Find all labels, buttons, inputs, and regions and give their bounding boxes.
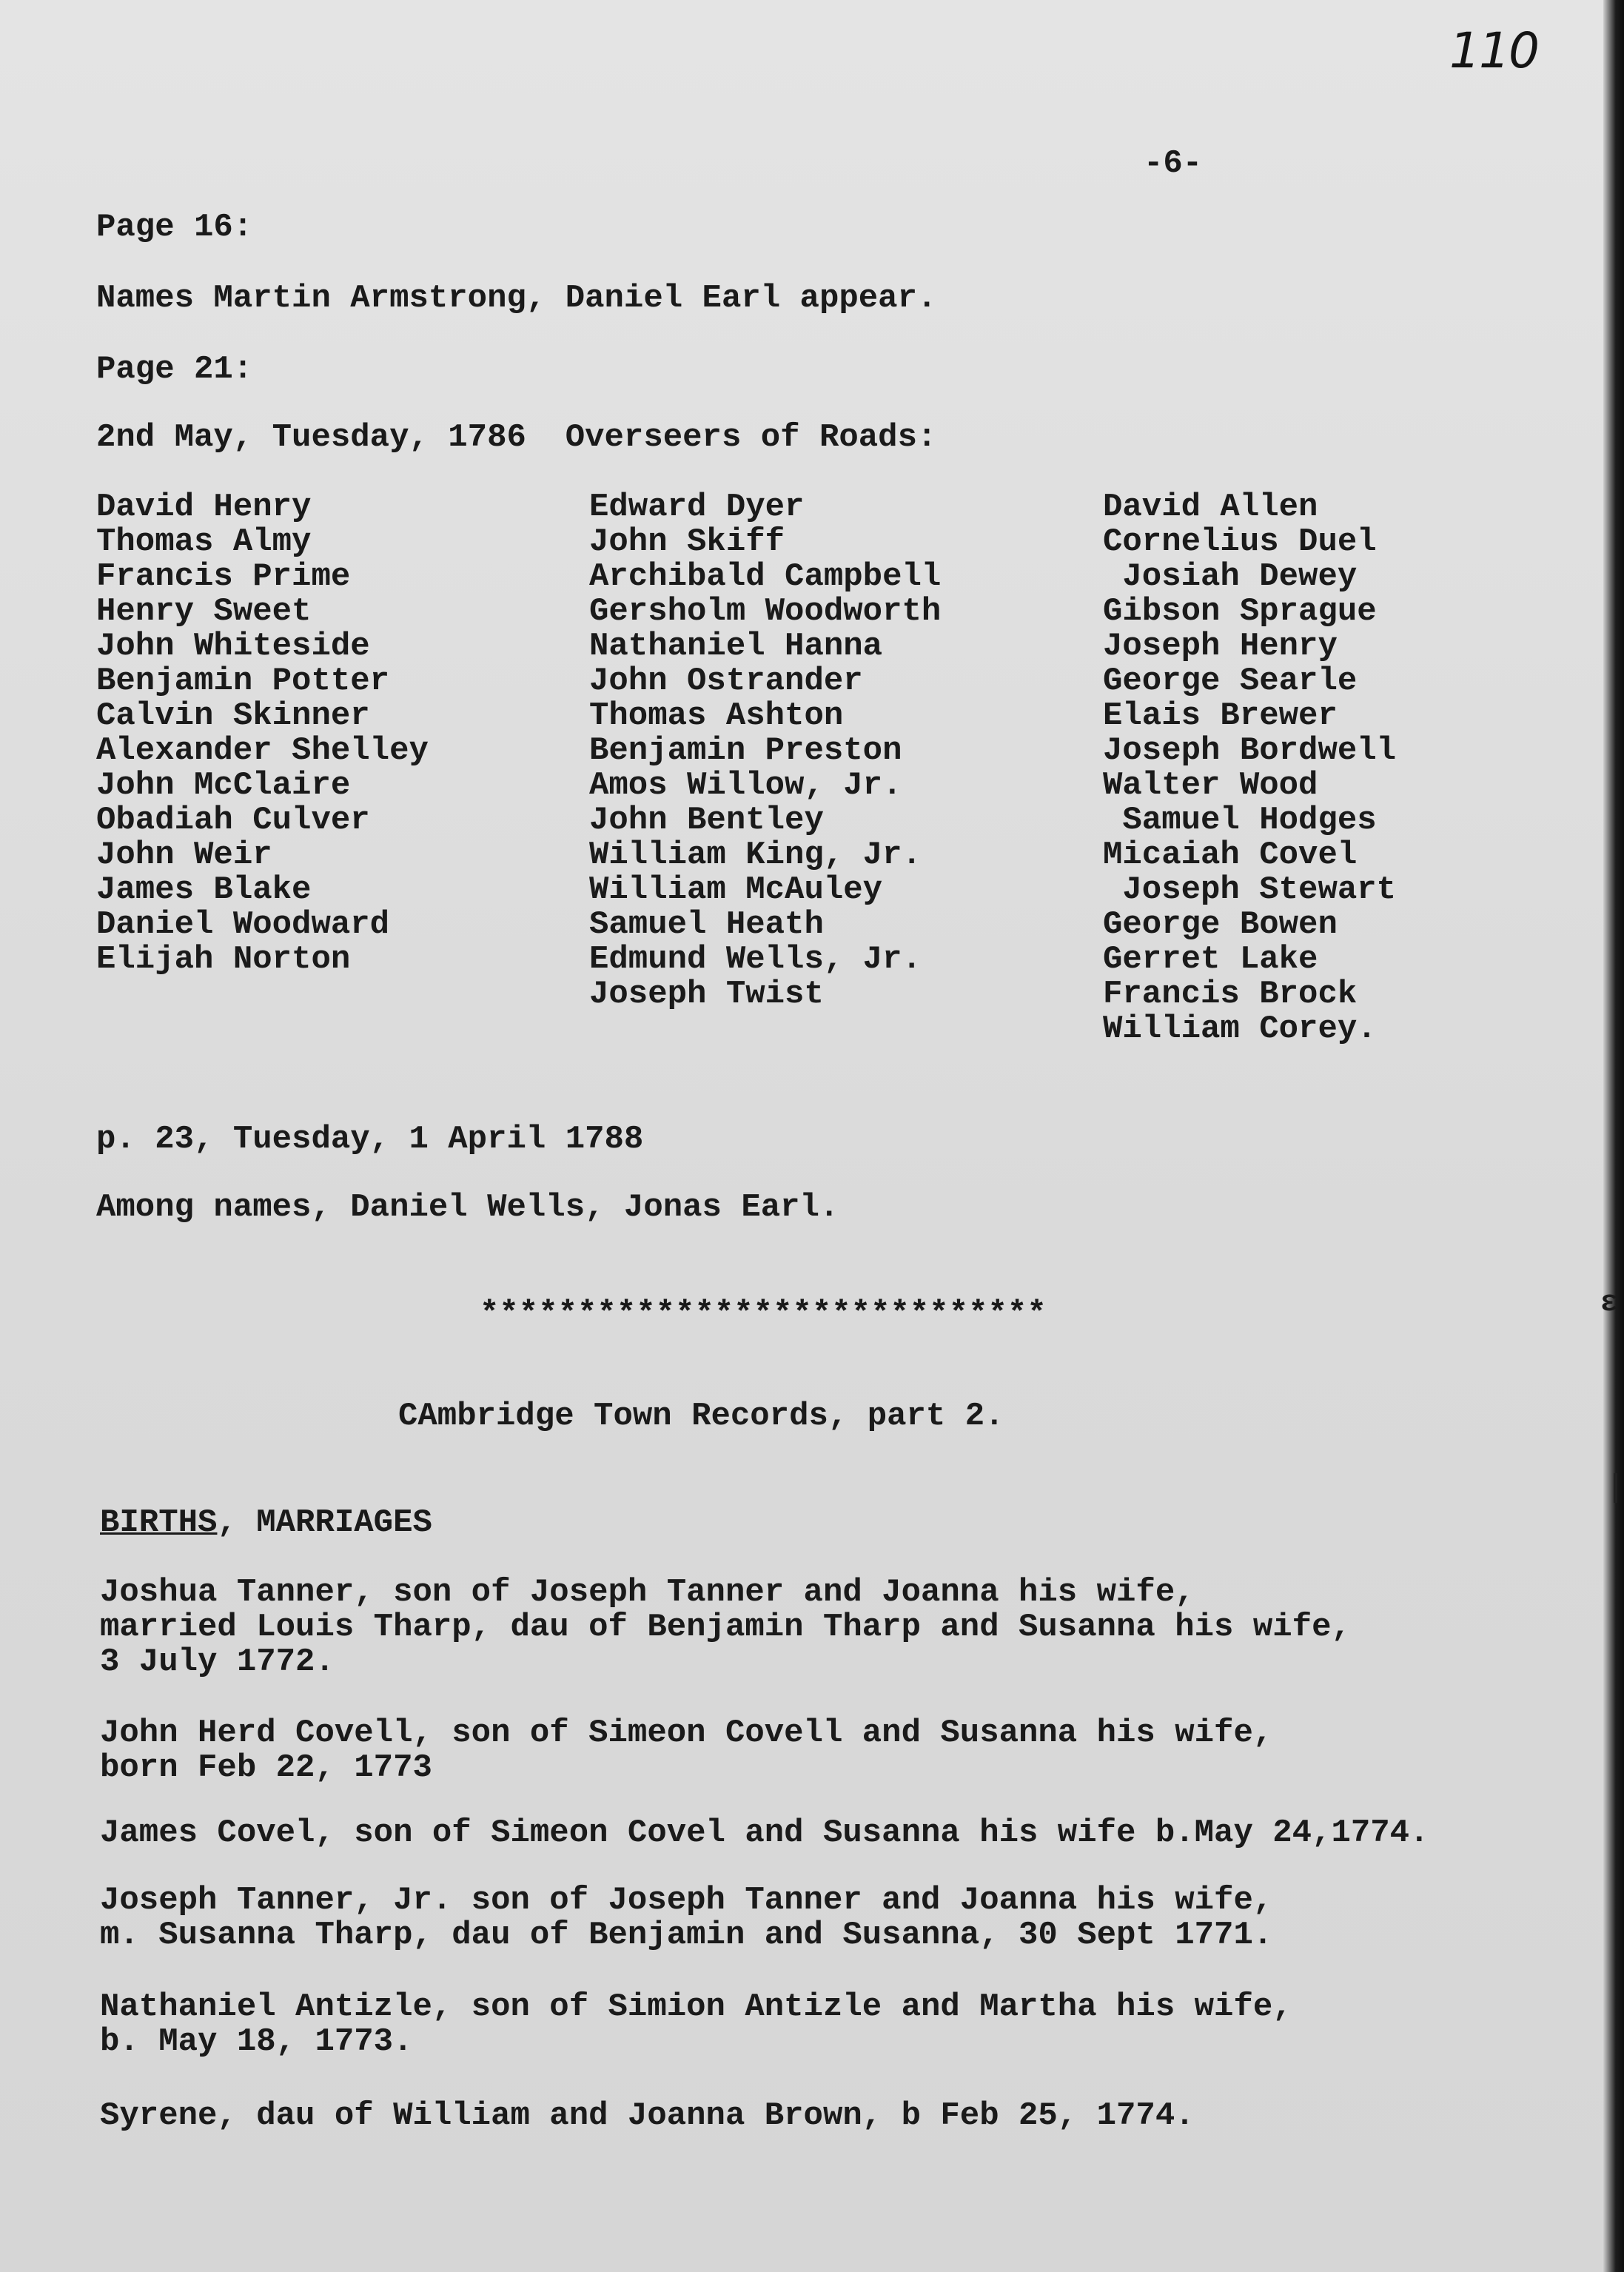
- overseer-name: Joseph Stewart: [1103, 871, 1397, 908]
- section-title: CAmbridge Town Records, part 2.: [398, 1398, 1004, 1435]
- overseer-name: John Ostrander: [589, 663, 863, 700]
- births-heading-rest: , MARRIAGES: [217, 1504, 432, 1541]
- overseer-name: George Searle: [1103, 663, 1358, 700]
- entry-line: Joshua Tanner, son of Joseph Tanner and Joanna his wife,: [100, 1574, 1195, 1611]
- overseer-name: Cornelius Duel: [1103, 523, 1377, 560]
- overseer-name: Gibson Sprague: [1103, 593, 1377, 630]
- overseer-name: John Whiteside: [96, 628, 370, 665]
- overseers-column-1: [96, 490, 429, 977]
- overseer-name: Josiah Dewey: [1103, 558, 1358, 595]
- overseer-name: Nathaniel Hanna: [589, 628, 883, 665]
- overseer-name: George Bowen: [1103, 906, 1338, 943]
- births-heading: [100, 1506, 432, 1541]
- overseer-name: David Allen: [1103, 489, 1318, 526]
- overseer-name: William McAuley: [589, 871, 883, 908]
- overseer-name: Henry Sweet: [96, 593, 312, 630]
- overseer-name: John Skiff: [589, 523, 785, 560]
- separator-line: *****************************: [480, 1296, 1047, 1333]
- overseer-name: Edward Dyer: [589, 489, 805, 526]
- overseer-name: Gersholm Woodworth: [589, 593, 942, 630]
- margin-mark: ɛ: [1600, 1287, 1619, 1320]
- overseer-name: James Blake: [96, 871, 312, 908]
- entry-line: 3 July 1772.: [100, 1643, 335, 1680]
- overseer-name: Daniel Woodward: [96, 906, 390, 943]
- overseer-name: Gerret Lake: [1103, 941, 1318, 978]
- overseer-name: Joseph Henry: [1103, 628, 1338, 665]
- overseer-name: William Corey.: [1103, 1011, 1377, 1048]
- entry-line: married Louis Tharp, dau of Benjamin Tharp and Susanna his wife,: [100, 1609, 1351, 1646]
- overseer-name: Joseph Bordwell: [1103, 732, 1397, 769]
- overseer-name: Benjamin Preston: [589, 732, 902, 769]
- overseer-name: Thomas Ashton: [589, 697, 844, 734]
- entry-line: James Covel, son of Simeon Covel and Susanna his wife b.May 24,1774.: [100, 1814, 1429, 1852]
- overseer-name: Micaiah Covel: [1103, 837, 1358, 874]
- overseer-name: John Bentley: [589, 802, 824, 839]
- overseer-name: John Weir: [96, 837, 272, 874]
- entry-line: John Herd Covell, son of Simeon Covell and Susanna his wife,: [100, 1715, 1273, 1752]
- overseer-name: David Henry: [96, 489, 312, 526]
- overseer-name: Edmund Wells, Jr.: [589, 941, 922, 978]
- overseer-name: Archibald Campbell: [589, 558, 942, 595]
- overseers-heading: 2nd May, Tuesday, 1786 Overseers of Roads:: [96, 419, 937, 456]
- overseer-name: Obadiah Culver: [96, 802, 370, 839]
- overseer-name: Walter Wood: [1103, 767, 1318, 804]
- entry-line: m. Susanna Tharp, dau of Benjamin and Susanna, 30 Sept 1771.: [100, 1917, 1273, 1954]
- overseer-name: Elijah Norton: [96, 941, 351, 978]
- entry-line: Joseph Tanner, Jr. son of Joseph Tanner and Joanna his wife,: [100, 1882, 1273, 1919]
- overseer-name: Thomas Almy: [96, 523, 312, 560]
- overseer-name: Alexander Shelley: [96, 732, 429, 769]
- p23-line: p. 23, Tuesday, 1 April 1788: [96, 1121, 644, 1158]
- typed-page-number: -6-: [1144, 145, 1203, 182]
- overseer-name: Amos Willow, Jr.: [589, 767, 902, 804]
- overseer-name: Joseph Twist: [589, 976, 824, 1013]
- overseer-name: Benjamin Potter: [96, 663, 390, 700]
- p23-names: Among names, Daniel Wells, Jonas Earl.: [96, 1189, 839, 1226]
- births-heading-underlined: BIRTHS: [100, 1504, 218, 1541]
- overseer-name: William King, Jr.: [589, 837, 922, 874]
- page16-names: Names Martin Armstrong, Daniel Earl appear.: [96, 280, 937, 317]
- overseer-name: John McClaire: [96, 767, 351, 804]
- page16-label: Page 16:: [96, 209, 253, 246]
- overseers-column-3: [1103, 490, 1396, 1047]
- entry-line: born Feb 22, 1773: [100, 1749, 432, 1786]
- stamped-page-number: 110: [1449, 22, 1538, 79]
- margin-tick: [1614, 1473, 1617, 1503]
- overseer-name: Samuel Heath: [589, 906, 824, 943]
- overseer-name: Francis Brock: [1103, 976, 1358, 1013]
- overseer-name: Samuel Hodges: [1103, 802, 1377, 839]
- overseer-name: Elais Brewer: [1103, 697, 1338, 734]
- page21-label: Page 21:: [96, 351, 253, 388]
- entry-line: Nathaniel Antizle, son of Simion Antizle and Martha his wife,: [100, 1988, 1292, 2025]
- entry-line: Syrene, dau of William and Joanna Brown, b Feb 25, 1774.: [100, 2097, 1195, 2134]
- sheet-edge: [1603, 0, 1624, 2272]
- overseer-name: Francis Prime: [96, 558, 351, 595]
- overseers-column-2: [589, 490, 941, 1012]
- entry-line: b. May 18, 1773.: [100, 2023, 413, 2060]
- overseer-name: Calvin Skinner: [96, 697, 370, 734]
